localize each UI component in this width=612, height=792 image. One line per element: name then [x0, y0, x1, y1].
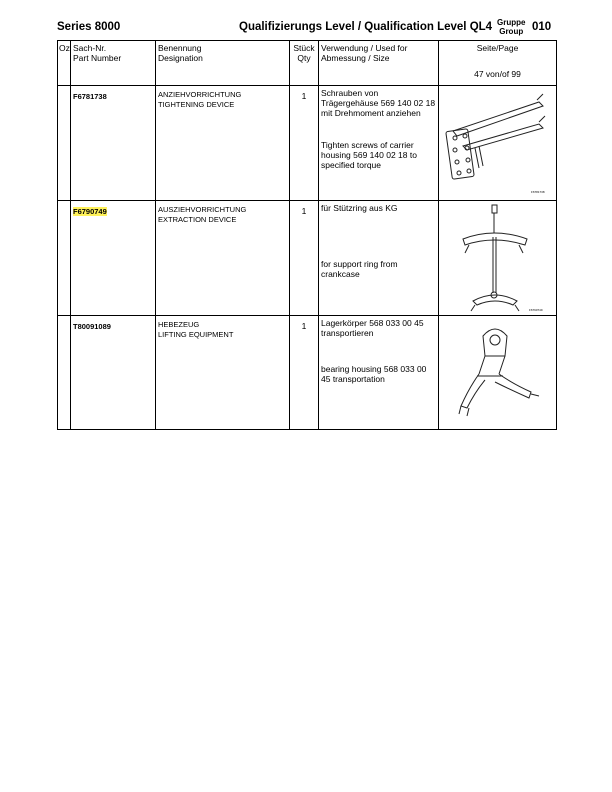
image-code: F6781738: [531, 190, 545, 194]
oz-cell: [58, 316, 71, 430]
qty: 1: [301, 91, 307, 101]
designation-de: ANZIEHVORRICHTUNG: [158, 90, 242, 99]
image-cell: [439, 316, 557, 430]
lifting-equipment-drawing-icon: [439, 316, 552, 429]
use-en: bearing housing 568 033 00 45 transportation: [321, 364, 427, 384]
group-number: 010: [532, 21, 552, 33]
qualification-level: Qualifizierungs Level / Qualification Level QL4: [239, 21, 493, 33]
extraction-device-drawing-icon: [439, 201, 552, 315]
part-number: F6781738: [73, 92, 107, 101]
part-number: T80091089: [73, 322, 111, 331]
qty: 1: [301, 321, 307, 331]
col-part-en: Part Number: [73, 53, 122, 63]
series-title: Series 8000: [57, 21, 121, 33]
used-for-cell: [319, 316, 439, 430]
col-qty: [290, 41, 319, 86]
col-oz-label: Oz: [59, 43, 70, 53]
table-row: [58, 316, 557, 430]
col-use-en: Abmessung / Size: [321, 53, 390, 63]
use-en: Tighten screws of carrier housing 569 140 02 18 to specified torque: [321, 140, 417, 170]
designation-en: EXTRACTION DEVICE: [158, 215, 237, 224]
use-de: für Stützring aus KG: [321, 203, 398, 213]
part-number-cell: [71, 316, 156, 430]
col-desig-en: Designation: [158, 53, 203, 63]
designation-cell: [156, 201, 290, 316]
group-label: [497, 18, 525, 36]
col-oz: [58, 41, 71, 86]
tightening-device-drawing-icon: [439, 86, 552, 200]
table-header-row: [58, 41, 557, 86]
col-use-de: Verwendung / Used for: [321, 43, 408, 53]
designation-cell: [156, 316, 290, 430]
qty-cell: [290, 201, 319, 316]
used-for-cell: [319, 201, 439, 316]
col-qty-de: Stück: [293, 43, 315, 53]
page-header: [57, 18, 554, 40]
image-code: F6790749: [529, 308, 543, 312]
col-page: [439, 41, 557, 86]
parts-table: [57, 40, 557, 430]
oz-cell: [58, 86, 71, 201]
col-qty-en: Qty: [297, 53, 311, 63]
part-number-cell: [71, 201, 156, 316]
col-part-de: Sach-Nr.: [73, 43, 107, 53]
designation-de: AUSZIEHVORRICHTUNG: [158, 205, 247, 214]
qty: 1: [301, 206, 307, 216]
part-number-highlight: F6790749: [73, 207, 107, 216]
designation-en: LIFTING EQUIPMENT: [158, 330, 234, 339]
designation-en: TIGHTENING DEVICE: [158, 100, 235, 109]
col-desig-de: Benennung: [158, 43, 202, 53]
designation-de: HEBEZEUG: [158, 320, 200, 329]
use-en: for support ring from crankcase: [321, 259, 398, 279]
col-used-for: [319, 41, 439, 86]
used-for-cell: [319, 86, 439, 201]
col-designation: [156, 41, 290, 86]
table-row: [58, 86, 557, 201]
group-label-de: Gruppe: [497, 18, 526, 27]
group-label-en: Group: [499, 27, 524, 36]
image-cell: [439, 201, 557, 316]
col-page-label: Seite/Page: [476, 43, 519, 53]
table-row: [58, 201, 557, 316]
part-number-cell: [71, 86, 156, 201]
col-part-number: [71, 41, 156, 86]
image-cell: [439, 86, 557, 201]
qty-cell: [290, 316, 319, 430]
qty-cell: [290, 86, 319, 201]
designation-cell: [156, 86, 290, 201]
part-number: [73, 203, 153, 217]
use-de: Schrauben von Trägergehäuse 569 140 02 18 mit Drehmoment anziehen: [321, 88, 436, 118]
use-de: Lagerkörper 568 033 00 45 transportieren: [321, 318, 424, 338]
page-number: 47 von/of 99: [474, 69, 521, 79]
oz-cell: [58, 201, 71, 316]
